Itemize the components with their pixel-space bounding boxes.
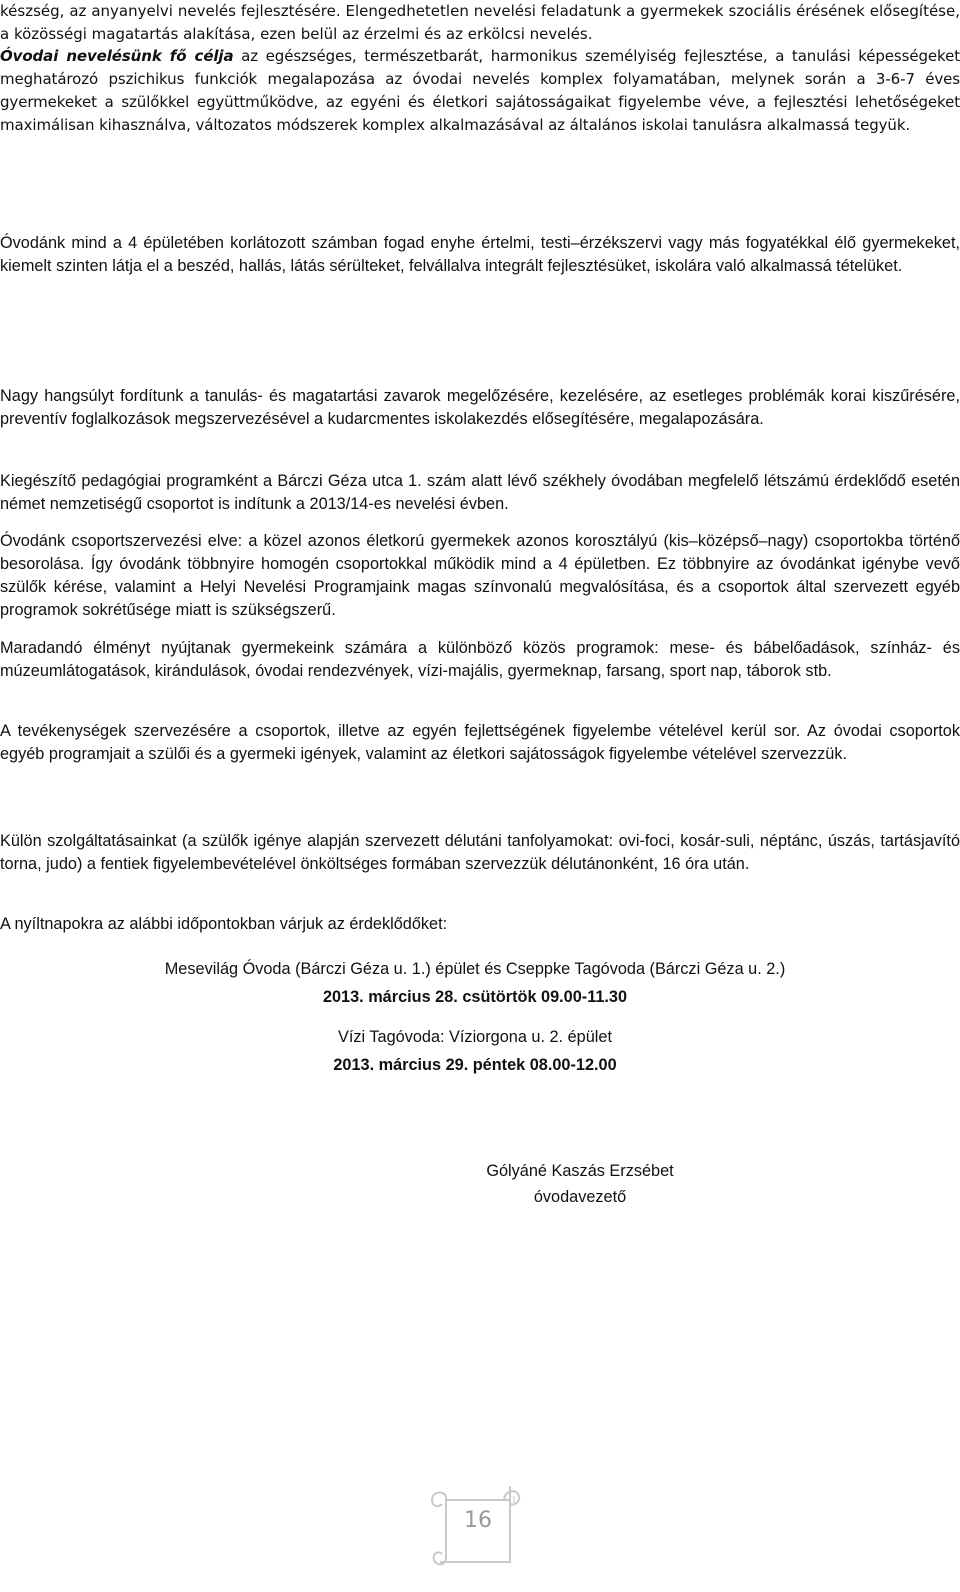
page-number: 16 (464, 1508, 492, 1533)
signature-name: Gólyáné Kaszás Erzsébet (486, 1162, 674, 1180)
paragraph-1: készség, az anyanyelvi nevelés fejlesztésére. Elengedhetetlen nevelési feladatunk a gyermekek szociális érésének elősegítése, a közösségi magatartás alakítása, ezen belül az érzelmi és az erkölcsi nevelés. (0, 2, 960, 43)
goal-lead-phrase: Óvodai nevelésünk fő célja (0, 47, 234, 65)
paragraph-group-organization: Óvodánk csoportszervezési elve: a közel azonos életkorú gyermekek azonos korosztályú (kis–középső–nagy) csoportokba történő besorolása. Így óvodánk többnyire homogén csoportokkal működik mind a 4 épületben. Ez többnyire az óvodánkat igénybe vevő szülők kérése, valamint a Helyi Nevelési Programjaink magas színvonalú megvalósítása, és a csoportok által szervezett egyéb programok sokrétűsége miatt is szükségszerű. (0, 532, 960, 619)
paragraph-open-days: A nyíltnapokra az alábbi időpontokban várjuk az érdeklődőket: (0, 915, 448, 933)
paragraph-activities: A tevékenységek szervezésére a csoportok, illetve az egyén fejlettségének figyelembe vételével kerül sor. Az óvodai csoportok egyéb programjait a szülői és a gyermeki igények, valamint az életkori sajátosságok figyelembe vételével szervezzük. (0, 722, 960, 763)
paragraph-integration: Óvodánk mind a 4 épületében korlátozott számban fogad enyhe értelmi, testi–érzékszervi vagy más fogyatékkal élő gyermekeket, kiemelt szinten látja el a beszéd, hallás, látás sérülteket, felvállalva integrált fejlesztésüket, iskolára való alkalmassá tételüket. (0, 234, 960, 275)
paragraph-goal (0, 45, 960, 137)
open-day-site-1: Mesevilág Óvoda (Bárczi Géza u. 1.) épület és Cseppke Tagóvoda (Bárczi Géza u. 2.) (164, 960, 786, 978)
paragraph-programs: Maradandó élményt nyújtanak gyermekeink számára a különböző közös programok: mese- és bábelőadások, színház- és múzeumlátogatások, kirándulások, óvodai rendezvények, vízi-majális, gyermeknap, farsang, sport nap, táborok stb. (0, 639, 960, 680)
paragraph-services: Külön szolgáltatásainkat (a szülők igénye alapján szervezett délutáni tanfolyamokat: ovi-foci, kosár-suli, néptánc, úszás, tartásjavító torna, judo) a fentiek figyelembevételével önköltséges formában szervezzük délutánonként, 16 óra után. (0, 832, 960, 873)
paragraph-german-group: Kiegészítő pedagógiai programként a Bárczi Géza utca 1. szám alatt lévő székhely óvodában megfelelő létszámú érdeklődő esetén német nemzetiségű csoportot is indítunk a 2013/14-es nevelési évben. (0, 472, 960, 513)
open-day-date-1: 2013. március 28. csütörtök 09.00-11.30 (322, 988, 628, 1006)
paragraph-prevention: Nagy hangsúlyt fordítunk a tanulás- és magatartási zavarok megelőzésére, kezelésére, az esetleges problémák korai kiszűrésére, preventív foglalkozások megszervezésével a kudarcmentes iskolakezdés elősegítésére, megalapozására. (0, 387, 960, 428)
signature-title: óvodavezető (533, 1188, 627, 1206)
open-day-site-2: Vízi Tagóvoda: Víziorgona u. 2. épület (338, 1028, 612, 1046)
goal-text: az egészséges, természetbarát, harmonikus személyiség fejlesztése, a tanulási képességeket meghatározó pszichikus funkciók megalapozása az óvodai nevelés komplex folyamatában, melynek során a 3-6-7 éves gyermekeket a szülőkkel együttműködve, az egyéni és életkori sajátosságaikat figyelembe véve, a fejlesztési lehetőségeket maximálisan kihasználva, változatos módszerek komplex alkalmazásával az általános iskolai tanulásra alkalmassá tegyük. (0, 47, 960, 134)
open-day-date-2: 2013. március 29. péntek 08.00-12.00 (333, 1056, 617, 1074)
